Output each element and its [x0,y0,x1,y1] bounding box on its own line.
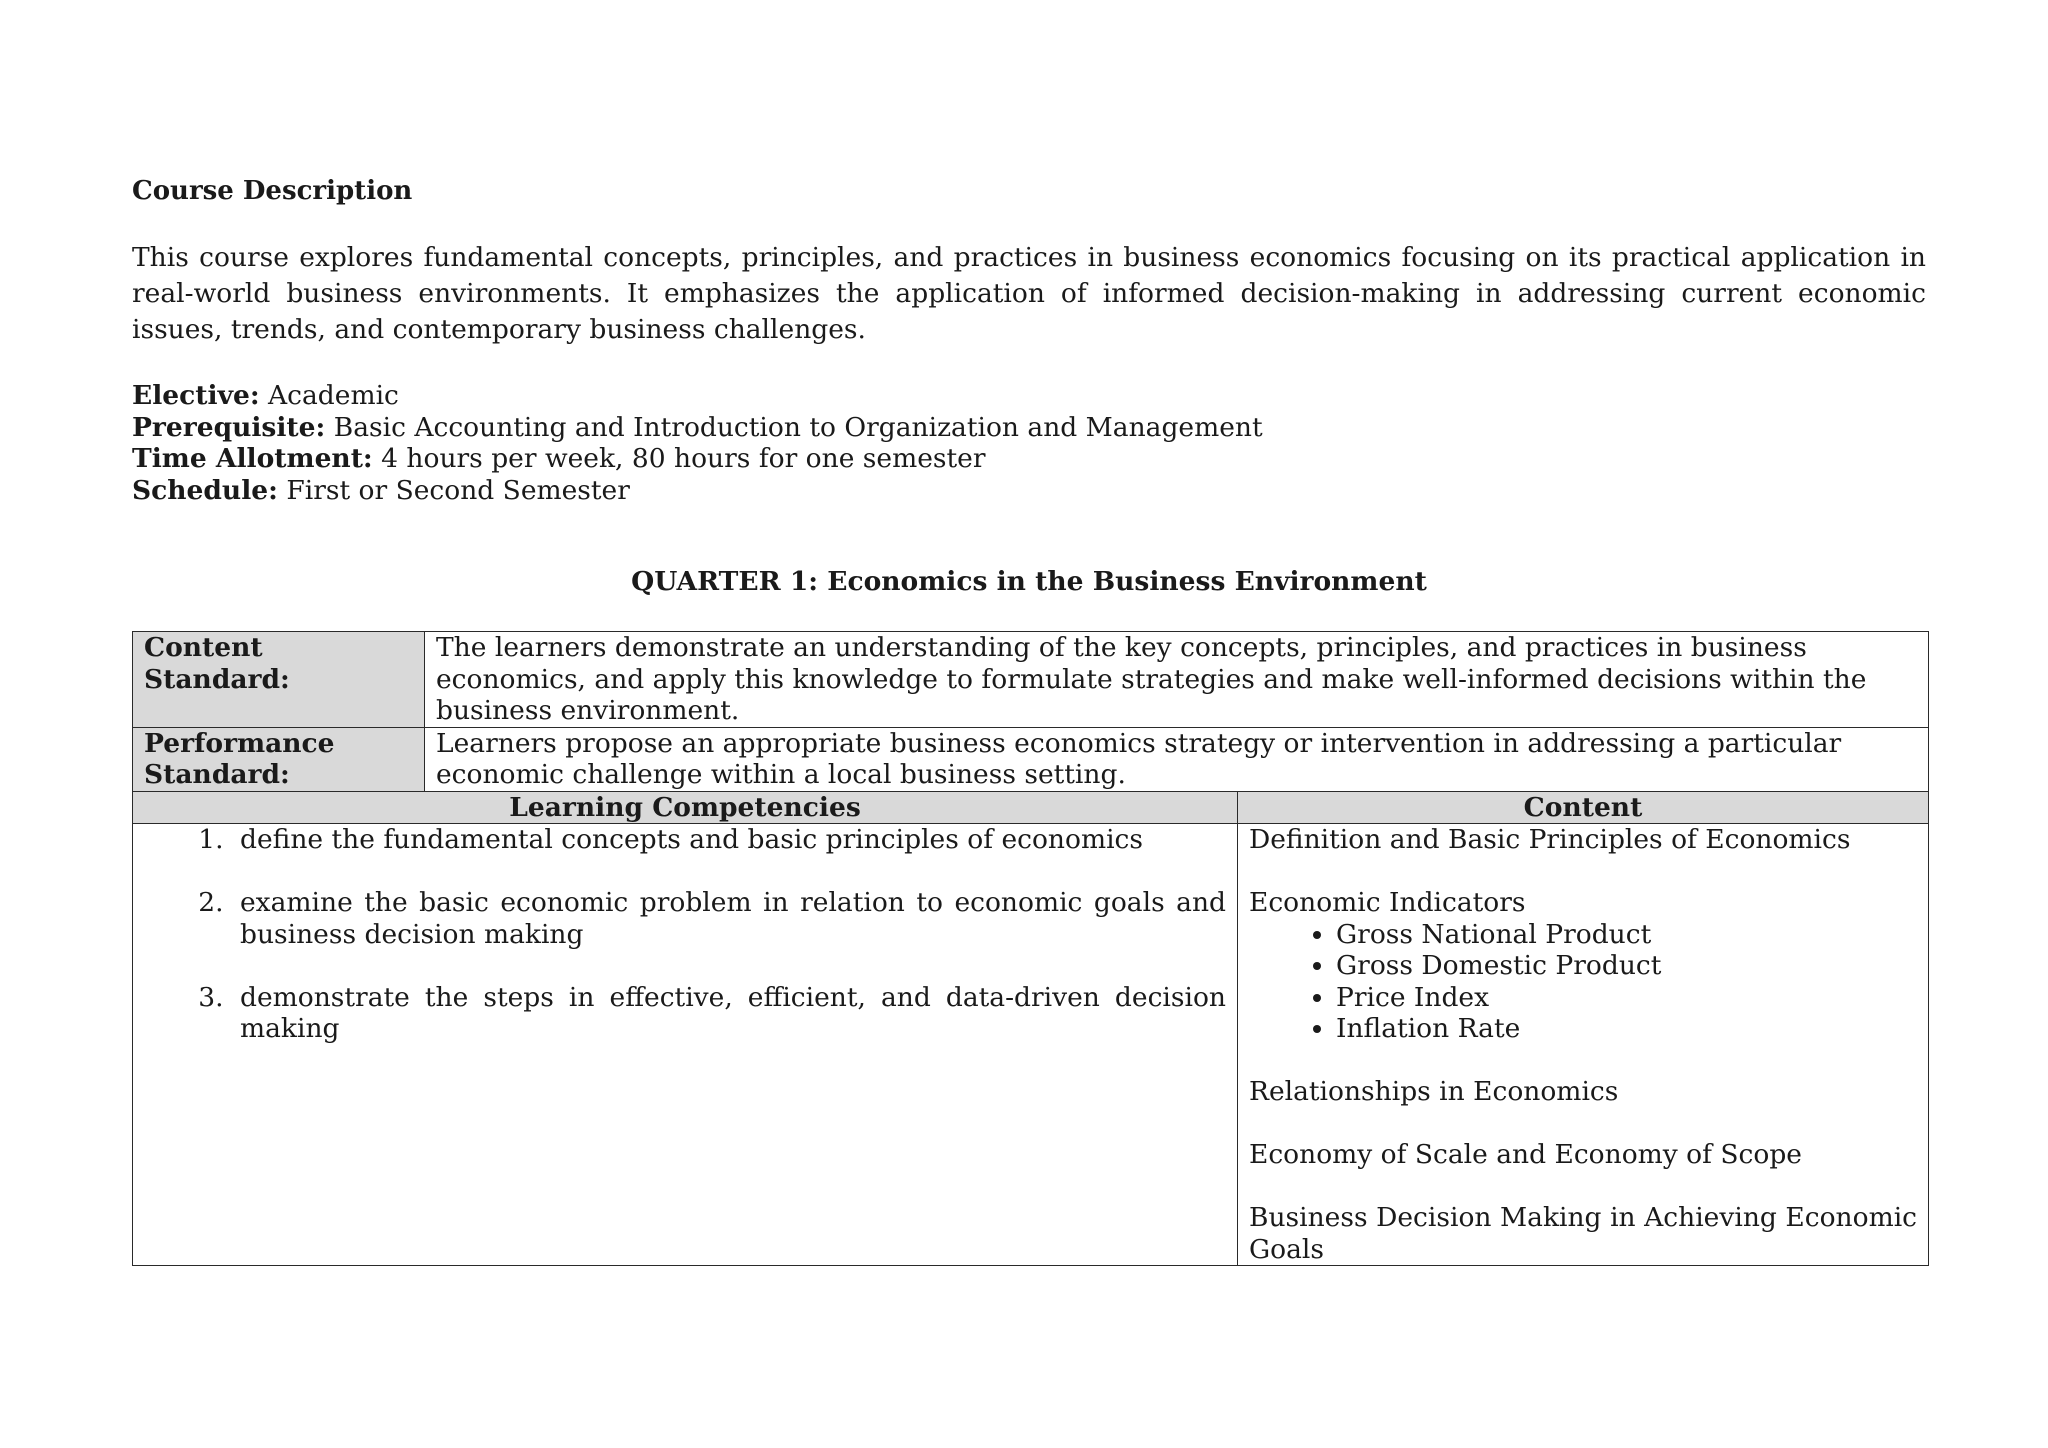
meta-elective [132,380,1263,412]
content-scale-scope: Economy of Scale and Economy of Scope [1249,1139,1802,1170]
learning-competencies-header: Learning Competencies [133,791,1238,824]
competencies-list [144,824,1226,1045]
competencies-cell [133,824,1238,1266]
course-meta [132,380,1263,506]
meta-time-allotment-value: 4 hours per week, 80 hours for one semester [372,443,986,474]
competency-item: 3. demonstrate the steps in effective, efficient, and data-driven decision making [232,982,1226,1045]
indicator-item: • Gross National Product [1336,919,1917,951]
performance-standard-text: Learners propose an appropriate business economics strategy or intervention in addressing a particular economic challenge within a local business setting. [425,727,1929,791]
meta-time-allotment [132,443,1263,475]
indicator-item: • Price Index [1336,982,1917,1014]
meta-prerequisite [132,412,1263,444]
competency-item: 1. define the fundamental concepts and basic principles of economics [232,824,1226,856]
performance-standard-row [133,727,1929,791]
quarter-standards-table [132,631,1929,1266]
indicator-item: • Inflation Rate [1336,1013,1917,1045]
course-description-heading: Course Description [132,176,413,206]
content-standard-text: The learners demonstrate an understanding of the key concepts, principles, and practices in business economics, and apply this knowledge to formulate strategies and make well-informed decisions within the business environment. [425,632,1929,728]
content-header: Content [1238,791,1929,824]
content-standard-label: Content Standard: [133,632,425,728]
meta-prerequisite-label: Prerequisite: [132,411,326,443]
indicator-item: • Gross Domestic Product [1336,950,1917,982]
table-header-row [133,791,1929,824]
meta-schedule-label: Schedule: [132,474,278,506]
indicators-list [1249,919,1917,1045]
table-body-row [133,824,1929,1266]
meta-schedule [132,475,1263,507]
content-indicators [1249,887,1917,1045]
content-cell [1238,824,1929,1266]
performance-standard-label: Performance Standard: [133,727,425,791]
quarter-title: QUARTER 1: Economics in the Business Environment [631,566,1427,597]
content-indicators-title: Economic Indicators [1249,887,1526,918]
meta-elective-value: Academic [259,380,399,411]
meta-elective-label: Elective: [132,380,260,411]
meta-prerequisite-value: Basic Accounting and Introduction to Organization and Management [325,411,1263,443]
competency-item: 2. examine the basic economic problem in relation to economic goals and business decision making [232,887,1226,950]
content-relationships: Relationships in Economics [1249,1076,1619,1107]
content-definition: Definition and Basic Principles of Economics [1249,824,1851,855]
course-description-text: This course explores fundamental concepts, principles, and practices in business economics focusing on its practical application in real-world business environments. It emphasizes the application of informed decision-making in addressing current economic issues, trends, and contemporary business challenges. [132,242,1926,345]
content-decision-making: Business Decision Making in Achieving Economic Goals [1249,1202,1918,1265]
meta-time-allotment-label: Time Allotment: [132,443,373,474]
content-standard-row [133,632,1929,728]
meta-schedule-value: First or Second Semester [277,474,630,506]
